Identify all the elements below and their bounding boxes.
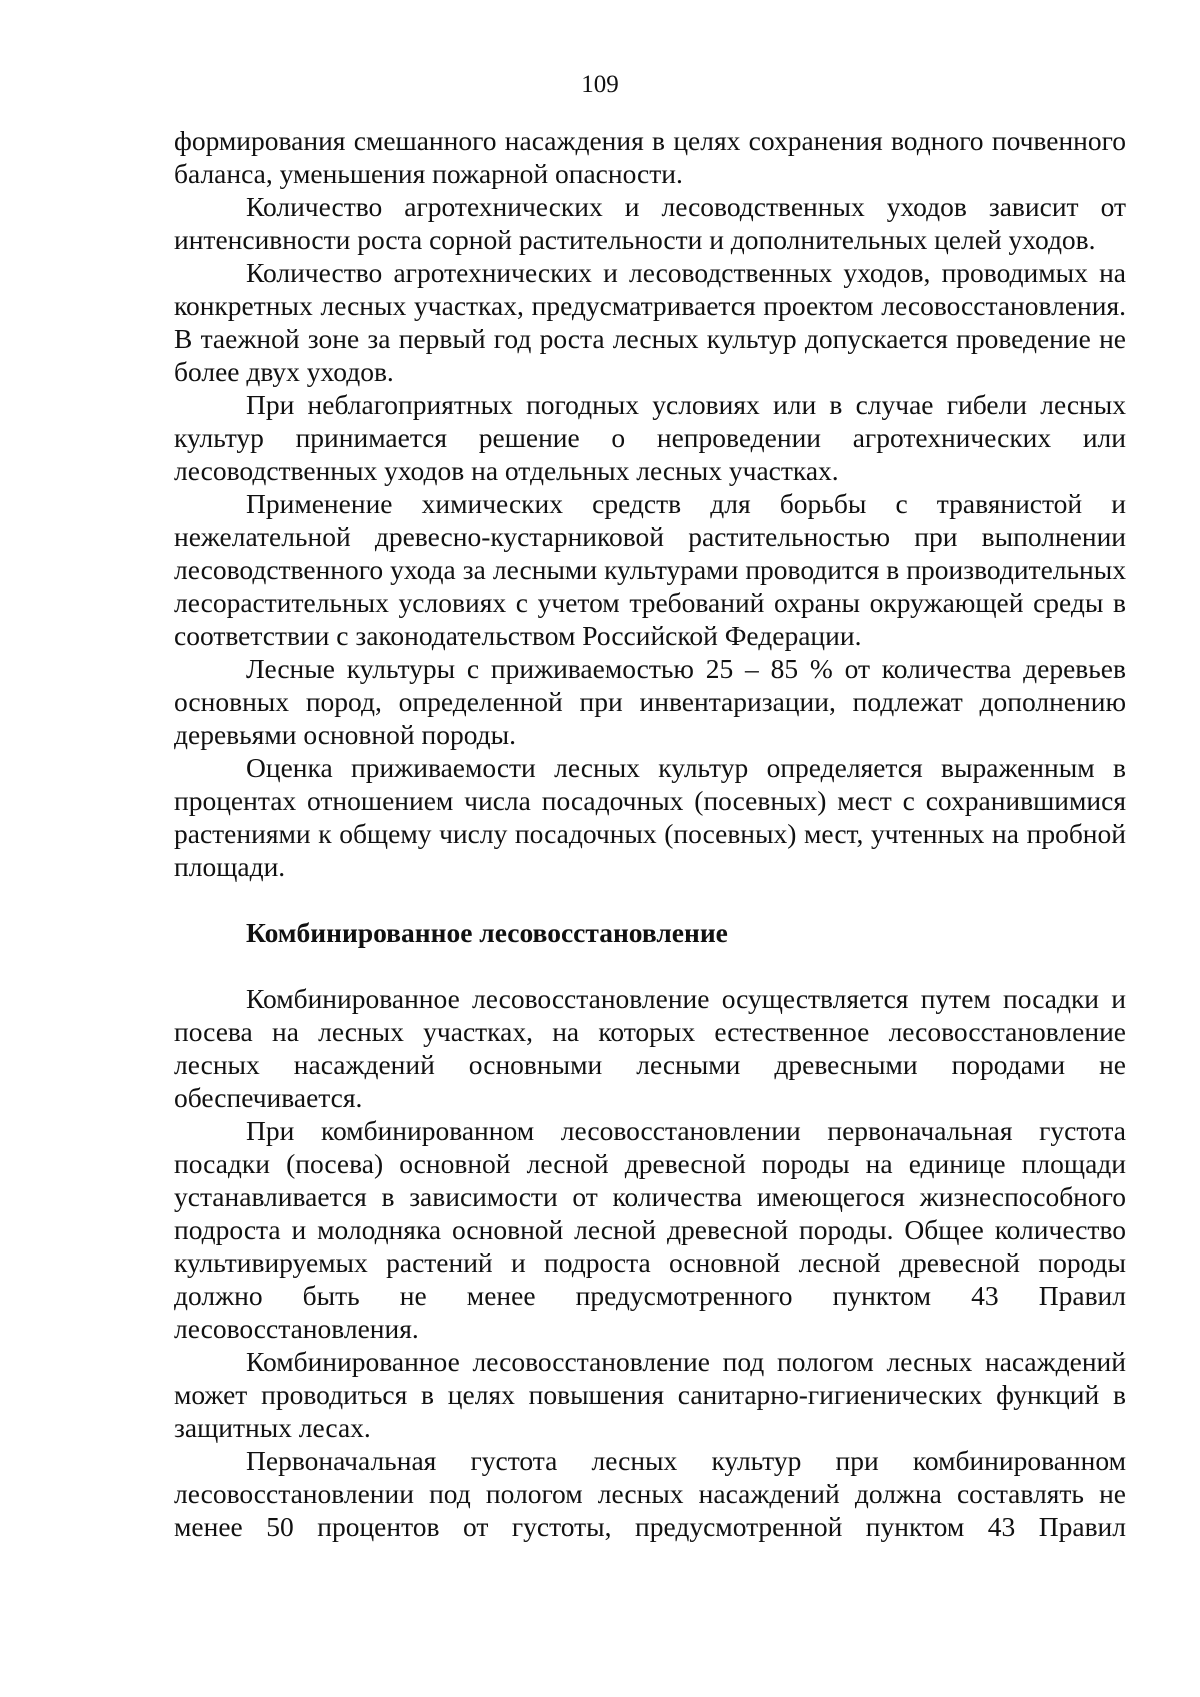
paragraph: Количество агротехнических и лесоводственных уходов зависит от интенсивности роста сорной растительности и дополнительных целей уходов.: [174, 191, 1126, 255]
section-heading: Комбинированное лесовосстановление: [246, 917, 728, 948]
spacer: [174, 883, 1126, 916]
paragraph: Лесные культуры с приживаемостью 25 – 85 % от количества деревьев основных пород, определенной при инвентаризации, подлежат дополнению деревьями основной породы.: [174, 653, 1126, 750]
paragraph: Применение химических средств для борьбы с травянистой и нежелательной древесно-кустарниковой растительностью при выполнении лесоводственного ухода за лесными культурами проводится в производительных лесорастительных условиях с учетом требований охраны окружающей среды в соответствии с законодательством Российской Федерации.: [174, 488, 1126, 651]
paragraph: Количество агротехнических и лесоводственных уходов, проводимых на конкретных лесных участках, предусматривается проектом лесовосстановления. В таежной зоне за первый год роста лесных культур допускается проведение не более двух уходов.: [174, 257, 1126, 387]
paragraph: При комбинированном лесовосстановлении первоначальная густота посадки (посева) основной лесной древесной породы на единице площади устанавливается в зависимости от количества имеющегося жизнеспособного подроста и молодняка основной лесной древесной породы. Общее количество культивируемых растений и подроста основной лесной древесной породы должно быть не менее предусмотренного пунктом 43 Правил лесовосстановления.: [174, 1115, 1126, 1344]
paragraph: Комбинированное лесовосстановление под пологом лесных насаждений может проводиться в целях повышения санитарно-гигиенических функций в защитных лесах.: [174, 1346, 1126, 1443]
page-number: 109: [581, 71, 619, 98]
paragraph-continues-next-page: Первоначальная густота лесных культур при комбинированном лесовосстановлении под пологом лесных насаждений должна составлять не менее 50 процентов от густоты, предусмотренной пунктом 43 Правил: [174, 1445, 1126, 1542]
paragraph: При неблагоприятных погодных условиях или в случае гибели лесных культур принимается решение о непроведении агротехнических или лесоводственных уходов на отдельных лесных участках.: [174, 389, 1126, 486]
paragraph: Комбинированное лесовосстановление осуществляется путем посадки и посева на лесных участках, на которых естественное лесовосстановление лесных насаждений основными лесными древесными породами не обеспечивается.: [174, 983, 1126, 1113]
spacer: [174, 949, 1126, 982]
paragraph: Оценка приживаемости лесных культур определяется выраженным в процентах отношением числа посадочных (посевных) мест с сохранившимися растениями к общему числу посадочных (посевных) мест, учтенных на пробной площади.: [174, 752, 1126, 882]
paragraph-continuation: формирования смешанного насаждения в целях сохранения водного почвенного баланса, уменьшения пожарной опасности.: [174, 125, 1126, 189]
document-body: [174, 124, 1126, 1543]
